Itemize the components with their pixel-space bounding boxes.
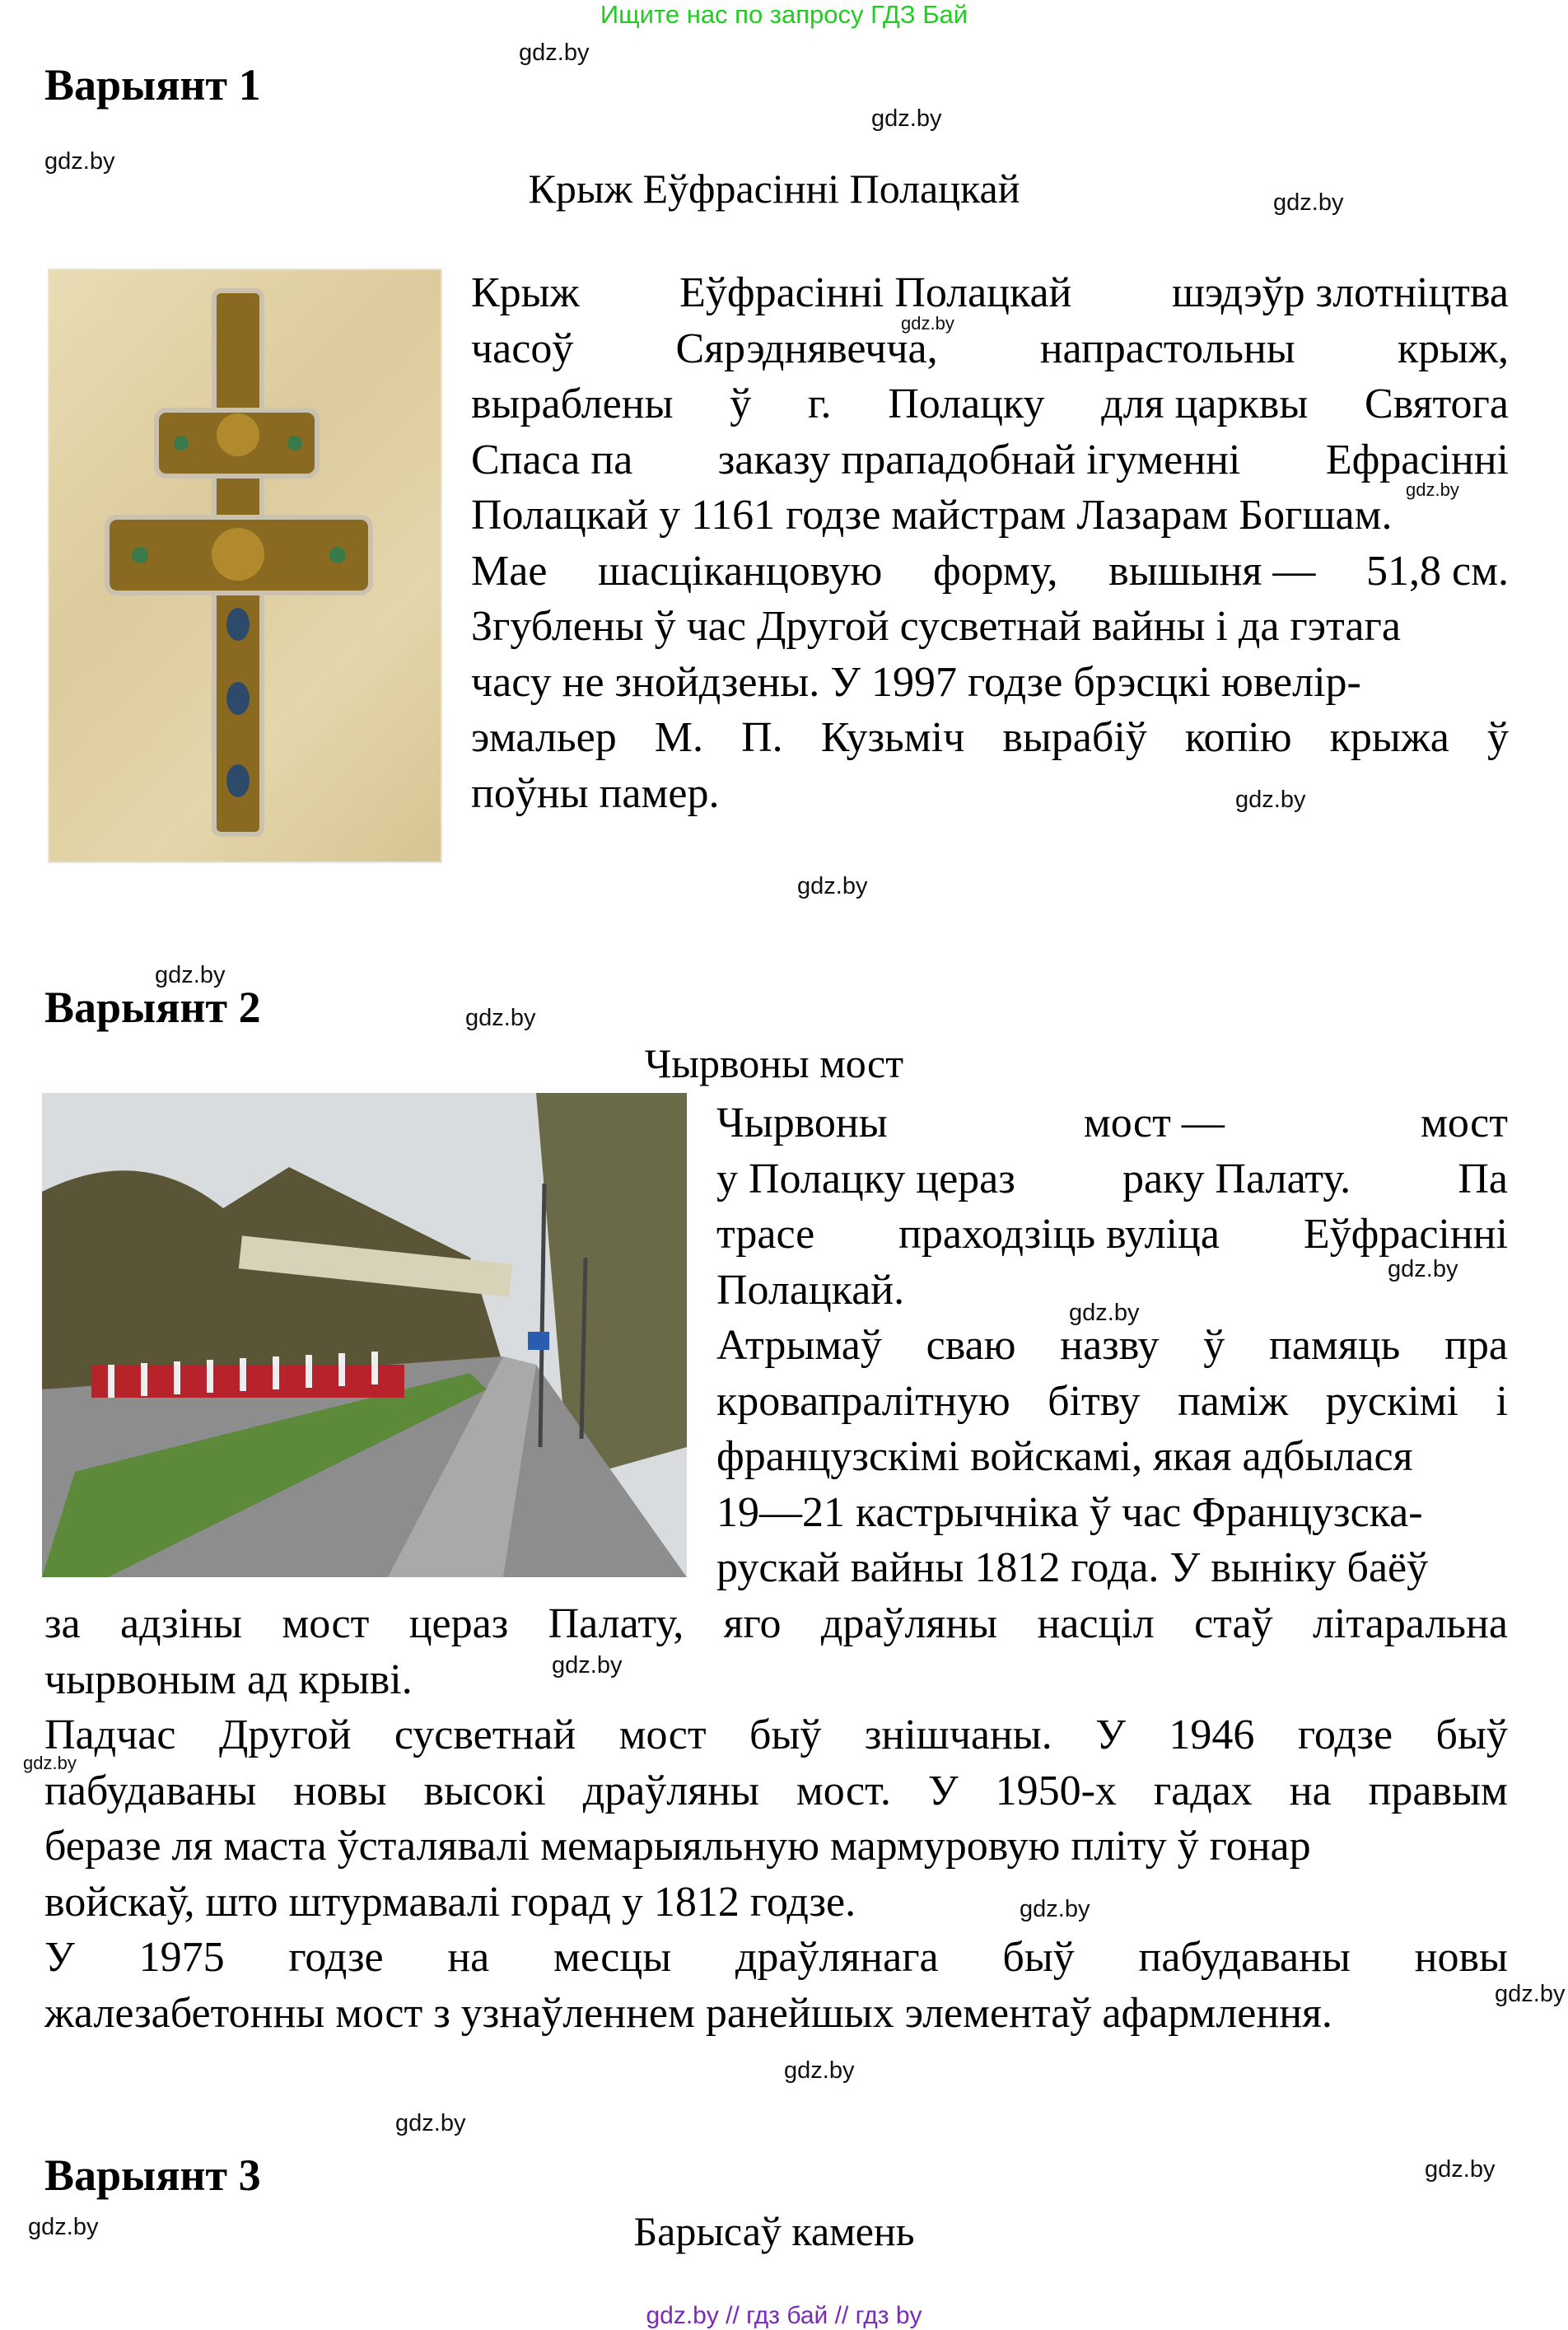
watermark: gdz.by bbox=[1069, 1300, 1140, 1326]
text-line: Крыж Еўфрасінні Полацкай шэдэўр злотніцтва bbox=[471, 269, 1509, 316]
text-line: беразе ля маста ўсталявалі мемарыяльную мармуровую пліту ў гонар bbox=[44, 1823, 1311, 1870]
text-line: чырвоным ад крыві. bbox=[44, 1655, 413, 1703]
watermark: gdz.by bbox=[44, 148, 115, 175]
text-line: Полацкай. bbox=[716, 1266, 905, 1314]
variant-1-text bbox=[471, 265, 1509, 821]
variant-2-side-text bbox=[716, 1095, 1508, 1596]
text-line: за адзіны мост цераз Палату, яго драўляны насціл стаў літаральна bbox=[44, 1600, 1508, 1647]
text-line: жалезабетонны мост з узнаўленнем ранейшых элементаў афармлення. bbox=[44, 1989, 1332, 2037]
text-line: войскаў, што штурмавалі горад у 1812 годзе. bbox=[44, 1878, 856, 1926]
watermark: gdz.by bbox=[23, 1753, 77, 1773]
text-line: эмальер М. П. Кузьміч вырабіў копію крыжа ў bbox=[471, 714, 1509, 761]
cross-icon bbox=[49, 270, 441, 861]
watermark: gdz.by bbox=[1235, 787, 1306, 813]
variant-1-heading: Варыянт 1 bbox=[44, 60, 261, 110]
variant-1-title: Крыж Еўфрасінні Полацкай bbox=[528, 166, 1020, 212]
watermark: gdz.by bbox=[871, 105, 942, 132]
bridge-image bbox=[42, 1093, 687, 1577]
variant-3-heading: Варыянт 3 bbox=[44, 2150, 261, 2200]
watermark: gdz.by bbox=[155, 962, 226, 988]
watermark: gdz.by bbox=[901, 313, 954, 334]
text-line: Полацкай у 1161 годзе майстрам Лазарам Богшам. bbox=[471, 492, 1393, 539]
watermark: gdz.by bbox=[28, 2214, 99, 2240]
text-line: часоў Сярэднявечча, напрастольны крыж, bbox=[471, 325, 1509, 372]
text-line: кровапралітную бітву паміж рускімі і bbox=[716, 1377, 1508, 1425]
text-line: часу не знойдзены. У 1997 годзе брэсцкі ювелір- bbox=[471, 658, 1361, 706]
text-line: Мае шасціканцовую форму, вышыня — 51,8 см. bbox=[471, 547, 1509, 595]
text-line: Чырвоны мост — мост bbox=[716, 1100, 1508, 1146]
watermark: gdz.by bbox=[519, 40, 590, 66]
watermark: gdz.by bbox=[1406, 479, 1459, 500]
watermark: gdz.by bbox=[784, 2057, 855, 2084]
search-banner[interactable]: Ищите нас по запросу ГДЗ Бай bbox=[600, 0, 968, 29]
cross-image bbox=[48, 268, 442, 863]
watermark: gdz.by bbox=[1020, 1896, 1090, 1922]
text-line: Спаса па заказу прападобнай ігуменні Ефрасінні bbox=[471, 436, 1509, 483]
footer-links[interactable]: gdz.by // гдз бай // гдз by bbox=[646, 2302, 922, 2329]
text-line: трасе праходзіць вуліца Еўфрасінні bbox=[716, 1211, 1508, 1258]
text-line: рускай вайны 1812 года. У выніку баёў bbox=[716, 1544, 1429, 1591]
text-line: 19—21 кастрычніка ў час Французска- bbox=[716, 1488, 1423, 1536]
text-line: выраблены ў г. Полацку для царквы Святога bbox=[471, 381, 1509, 427]
text-line: у Полацку цераз раку Палату. Па bbox=[716, 1155, 1508, 1202]
variant-2-heading: Варыянт 2 bbox=[44, 983, 261, 1032]
text-line: Згублены ў час Другой сусветнай вайны і да гэтага bbox=[471, 603, 1401, 650]
watermark: gdz.by bbox=[1425, 2156, 1496, 2183]
variant-2-title: Чырвоны мост bbox=[644, 1040, 904, 1086]
watermark: gdz.by bbox=[797, 873, 868, 899]
watermark: gdz.by bbox=[1273, 189, 1344, 216]
text-line: Атрымаў сваю назву ў памяць пра bbox=[716, 1322, 1508, 1369]
watermark: gdz.by bbox=[1495, 1981, 1566, 2007]
variant-3-title: Барысаў камень bbox=[633, 2208, 915, 2254]
watermark: gdz.by bbox=[552, 1652, 623, 1679]
text-line: пабудаваны новы высокі драўляны мост. У 1950-х гадах на правым bbox=[44, 1767, 1508, 1814]
watermark: gdz.by bbox=[395, 2110, 466, 2136]
variant-2-full-text bbox=[44, 1596, 1508, 2041]
watermark: gdz.by bbox=[465, 1005, 536, 1031]
bridge-photo-icon bbox=[42, 1093, 687, 1577]
text-line: У 1975 годзе на месцы драўлянага быў пабудаваны новы bbox=[44, 1934, 1508, 1981]
watermark: gdz.by bbox=[1388, 1256, 1458, 1282]
text-line: французскімі войскамі, якая адбылася bbox=[716, 1433, 1413, 1480]
text-line: Падчас Другой сусветнай мост быў знішчаны. У 1946 годзе быў bbox=[44, 1711, 1508, 1758]
text-line: поўны памер. bbox=[471, 769, 720, 817]
